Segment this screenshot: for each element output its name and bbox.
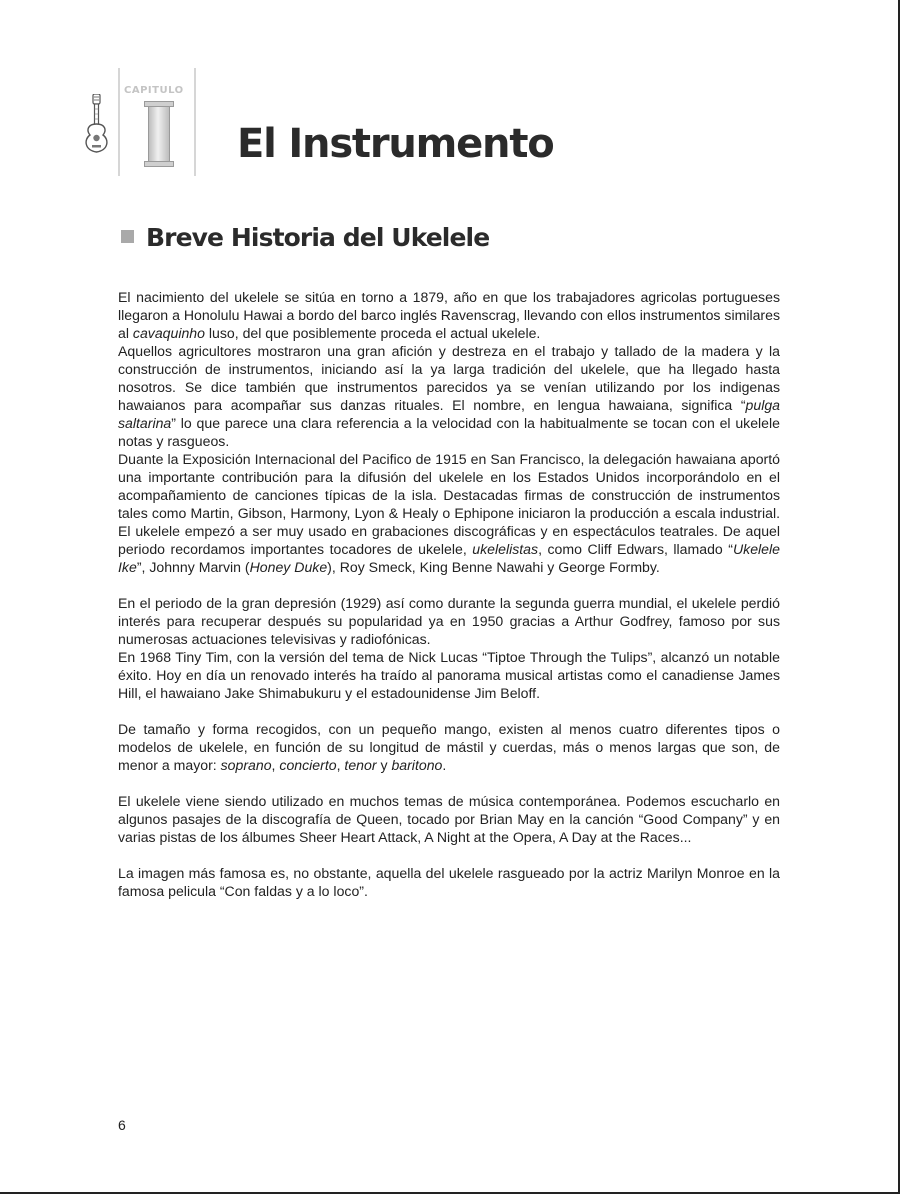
chapter-numeral: [148, 104, 170, 164]
italic-text: tenor: [344, 757, 377, 773]
text-run: En el periodo de la gran depresión (1929) así como durante la segunda guerra mundial, el ukelele perdió interés para recuperar después su popularidad ya en 1950 gracias a Arthur Godfrey, famoso por sus numerosas actuaciones televisivas y radiofónicas.: [118, 595, 780, 647]
text-run: El ukelele viene siendo utilizado en muchos temas de música contemporánea. Podemos escucharlo en algunos pasajes de la discografía de Queen, tocado por Brian May en la canción “Good Company” y en varias pistas de los álbumes Sheer Heart Attack, A Night at the Opera, A Day at the Races...: [118, 793, 780, 845]
text-run: .: [442, 757, 447, 773]
paragraph: [118, 450, 780, 576]
paragraph-gap: [118, 774, 780, 792]
text-run: De tamaño y forma recogidos, con un pequeño mango, existen al menos cuatro diferentes tipos o modelos de ukelele, en función de su longitud de mástil y cuerdas, más o menos largas que son, de menor a mayor:: [118, 721, 780, 773]
text-run: En 1968 Tiny Tim, con la versión del tema de Nick Lucas “Tiptoe Through the Tulips”, alcanzó un notable éxito. Hoy en día un renovado interés ha traído al panorama musical artistas como el canadiense James Hill, el hawaiano Jake Shimabukuru y el estadounidense Jim Beloff.: [118, 649, 780, 701]
paragraph-gap: [118, 576, 780, 594]
italic-text: ukelelistas: [472, 541, 539, 557]
chapter-title: El Instrumento: [237, 121, 554, 167]
paragraph-gap: [118, 846, 780, 864]
square-bullet-icon: [121, 230, 134, 243]
paragraph: [118, 864, 780, 900]
text-run: ,: [336, 757, 345, 773]
paragraph: [118, 594, 780, 648]
chapter-rule-right: [194, 68, 196, 176]
italic-text: baritono: [391, 757, 443, 773]
text-run: , como Cliff Edwars, llamado “: [538, 541, 733, 557]
text-run: El nacimiento del ukelele se sitúa en torno a 1879, año en que los trabajadores agricolas portugueses llegaron a Honolulu Hawai a bordo del barco inglés Ravenscrag, llevando con ellos instrumentos similares al: [118, 289, 780, 341]
text-run: ”, Johnny Marvin (: [136, 559, 250, 575]
section-title: Breve Historia del Ukelele: [146, 223, 490, 252]
chapter-rule-left: [118, 68, 120, 176]
text-run: luso, del que posiblemente proceda el actual ukelele.: [204, 325, 541, 341]
body-text: [118, 288, 780, 900]
text-run: ), Roy Smeck, King Benne Nawahi y George Formby.: [327, 559, 660, 575]
italic-text: concierto: [279, 757, 337, 773]
text-run: Duante la Exposición Internacional del Pacifico de 1915 en San Francisco, la delegación hawaiana aportó una importante contribución para la difusión del ukelele en los Estados Unidos incorporándolo en el acompañamiento de canciones típicas de la isla. Destacadas firmas de construcción de instrumentos tales como Martin, Gibson, Harmony, Lyon & Healy o Ephipone iniciaron la producción a escala industrial. El ukelele empezó a ser muy usado en grabaciones discográficas y en espectáculos teatrales. De aquel periodo recordamos importantes tocadores de ukelele,: [118, 451, 780, 557]
paragraph: [118, 648, 780, 702]
paragraph: [118, 792, 780, 846]
italic-text: Honey Duke: [249, 559, 328, 575]
italic-text: pulga saltarina: [118, 397, 780, 431]
text-run: y: [376, 757, 392, 773]
page-number: 6: [118, 1117, 126, 1133]
chapter-label: CAPITULO: [124, 85, 184, 96]
italic-text: Ukelele Ike: [118, 541, 780, 575]
chapter-badge: [118, 68, 198, 176]
paragraph: [118, 720, 780, 774]
paragraph-gap: [118, 702, 780, 720]
ukulele-icon: [80, 94, 110, 156]
text-run: ,: [271, 757, 280, 773]
text-run: ” lo que parece una clara referencia a la velocidad con la habitualmente se tocan con el ukelele notas y rasgueos.: [118, 415, 780, 449]
italic-text: soprano: [220, 757, 272, 773]
paragraph: [118, 342, 780, 450]
text-run: La imagen más famosa es, no obstante, aquella del ukelele rasgueado por la actriz Marilyn Monroe en la famosa pelicula “Con faldas y a lo loco”.: [118, 865, 780, 899]
text-run: Aquellos agricultores mostraron una gran afición y destreza en el trabajo y tallado de la madera y la construcción de instrumentos, iniciando así la ya larga tradición del ukelele, que ha llegado hasta nosotros. Se dice también que instrumentos parecidos ya se venían utilizando por los indigenas hawaianos para acompañar sus danzas rituales. El nombre, en lengua hawaiana, significa “: [118, 343, 780, 413]
paragraph: [118, 288, 780, 342]
italic-text: cavaquinho: [132, 325, 205, 341]
